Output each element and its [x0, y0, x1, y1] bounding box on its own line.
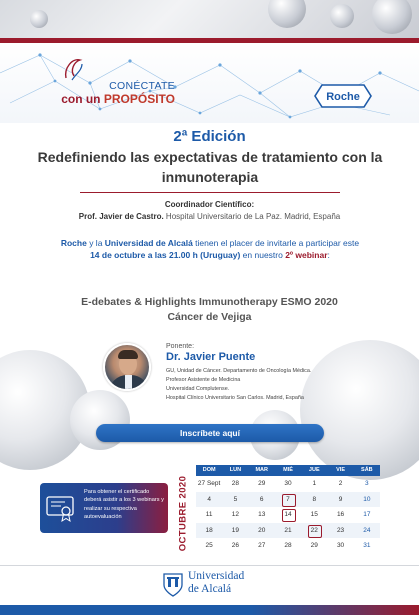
calendar-header [196, 465, 380, 476]
calendar-day: 22 [301, 523, 327, 539]
calendar-day: 15 [310, 511, 318, 518]
calendar-day: 3 [365, 480, 369, 487]
speaker-name: Dr. Javier Puente [166, 351, 256, 363]
calendar-day: 7 [275, 492, 301, 508]
speaker-bio: GU, Unidad de Cáncer. Departamento de Oncología Médica. Profesor Asistente de Medicina Universidad Complutense. Hospital Clínico Universitario San Carlos. Madrid, España [166, 368, 312, 401]
calendar-day: 13 [258, 511, 266, 518]
webinar-topic [0, 295, 419, 325]
footer-band [0, 605, 419, 615]
certificate-icon [45, 493, 75, 523]
calendar-day-header: JUE [308, 467, 320, 473]
certificate-box [40, 483, 168, 533]
calendar-day: 28 [284, 542, 292, 549]
calendar-day: 12 [231, 511, 240, 518]
calendar-day: 10 [363, 495, 371, 503]
calendar-day: 31 [363, 542, 371, 549]
coordinator-label: Coordinador Científico: [164, 200, 255, 209]
roche-logo-text: Roche [326, 91, 360, 103]
footer-divider [0, 565, 419, 566]
calendar-month-label: OCTUBRE 2020 [177, 475, 189, 552]
university-name: Universidad de Alcalá [188, 570, 245, 595]
calendar-day: 21 [284, 526, 292, 534]
certificate-text: Para obtener el certificado deberá asistir a los 3 webinars y realizar su respectiva autoevaluación [84, 489, 164, 520]
calendar-day: 30 [284, 480, 292, 487]
calendar-day: 2 [338, 480, 343, 487]
coordinator-name: Prof. Javier de Castro. [78, 212, 164, 221]
calendar-day: 11 [205, 511, 213, 518]
coordinator-line [0, 212, 419, 221]
title-divider [80, 192, 340, 193]
speaker-label: Ponente: [166, 343, 195, 350]
calendar-week-row [196, 523, 380, 539]
calendar-day: 4 [207, 495, 211, 503]
molecule-decoration [30, 10, 48, 28]
topic-line2: Cáncer de Vejiga [167, 311, 252, 323]
topic-line1: E-debates & Highlights Immunotherapy ESMO 2020 [81, 296, 338, 308]
coordinator-affiliation: Hospital Universitario de La Paz. Madrid, España [163, 212, 341, 221]
calendar [196, 465, 380, 554]
invitation-text: Roche y la Universidad de Alcalá tienen el placer de invitarle a participar este 14 de octubre a las 21.00 h (Uruguay) en nuestro 2º webinar: [60, 238, 360, 260]
calendar-week-row [196, 492, 380, 508]
calendar-day-header: SÁB [361, 467, 373, 473]
calendar-day: 27 [258, 542, 266, 549]
calendar-day: 25 [205, 542, 213, 549]
calendar-day: 6 [259, 495, 264, 503]
calendar-day: 14 [275, 507, 301, 523]
calendar-day: 9 [338, 495, 343, 503]
calendar-day: 8 [312, 495, 317, 503]
calendar-week-row [196, 476, 380, 492]
cell-decoration [300, 340, 419, 480]
brand-swirl-icon [62, 56, 84, 82]
calendar-day: 30 [336, 542, 345, 549]
calendar-day: 27 Sept [197, 480, 221, 487]
calendar-day-header: MAR [255, 467, 268, 473]
calendar-day: 16 [336, 511, 345, 518]
calendar-day: 19 [231, 526, 240, 534]
calendar-day-header: MIÉ [283, 467, 293, 473]
calendar-day: 17 [363, 511, 371, 518]
edition-label: 2ª Edición [173, 128, 246, 145]
calendar-day-header: VIE [336, 467, 345, 473]
calendar-week-row [196, 538, 380, 554]
calendar-day: 20 [258, 526, 266, 534]
calendar-day: 29 [258, 480, 266, 487]
header-banner [0, 0, 419, 38]
molecule-decoration [372, 0, 412, 34]
university-crest-icon [162, 571, 184, 597]
calendar-day: 18 [205, 526, 213, 534]
calendar-day-header: LUN [229, 467, 242, 473]
page-title: Redefiniendo las expectativas de tratamiento con la inmunoterapia [37, 149, 383, 185]
speaker-avatar [103, 343, 151, 391]
calendar-day-header: DOM [202, 467, 216, 473]
campaign-logo [40, 80, 175, 106]
campaign-logo-line1: CONÉCTATE [109, 80, 175, 92]
calendar-day: 29 [310, 542, 318, 549]
calendar-day: 1 [312, 480, 317, 487]
calendar-day: 28 [231, 480, 240, 487]
campaign-logo-line2: con un PROPÓSITO [61, 92, 175, 106]
calendar-week-row [196, 507, 380, 523]
roche-logo [314, 84, 372, 108]
calendar-day: 26 [231, 542, 240, 549]
molecule-decoration [268, 0, 306, 28]
calendar-day: 5 [233, 495, 238, 503]
register-button[interactable]: Inscríbete aquí [96, 424, 324, 442]
calendar-day: 24 [363, 526, 371, 534]
calendar-day: 23 [336, 526, 345, 534]
molecule-decoration [330, 4, 354, 28]
